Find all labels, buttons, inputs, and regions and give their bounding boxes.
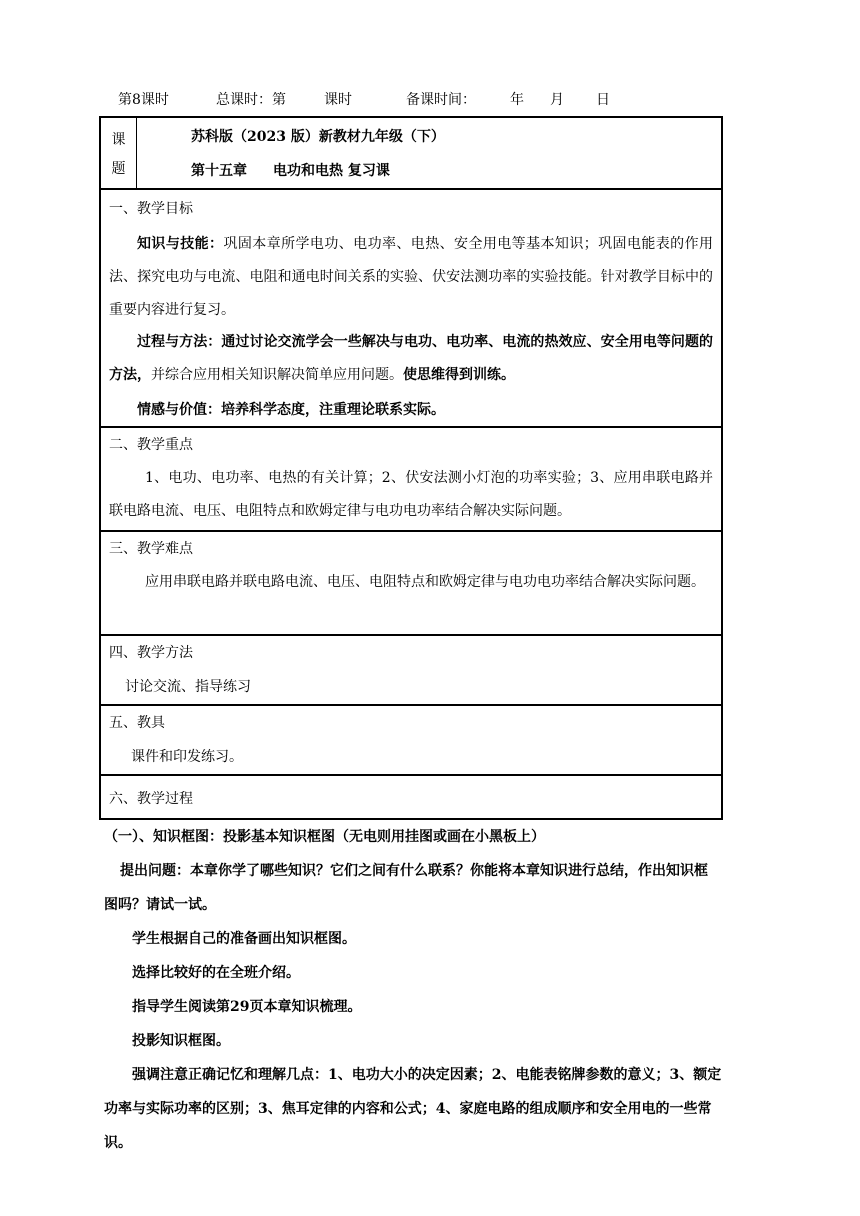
process-section xyxy=(101,774,721,818)
prep-month: 月 xyxy=(550,92,564,108)
step-read: 指导学生阅读第29页本章知识梳理。 xyxy=(132,999,362,1015)
total-lessons-unit: 课时 xyxy=(324,92,352,108)
prep-day: 日 xyxy=(596,92,610,108)
tools-section xyxy=(101,704,721,774)
lesson-number: 第8课时 xyxy=(118,92,169,108)
emphasis-line-3: 识。 xyxy=(104,1135,132,1151)
objectives-heading: 一、教学目标 xyxy=(109,201,193,217)
knowledge-skill-text: 知识与技能：巩固本章所学电功、电功率、电热、安全用电等基本知识；巩固电能表的作用法、探究电功与电流、电阻和通电时间关系的实验、伏安法测功率的实验技能。针对教学目标中的重要内容进行复习。 xyxy=(109,236,714,318)
section-knowledge-framework: （一）、知识框图：投影基本知识框图（无电则用挂图或画在小黑板上） xyxy=(104,829,545,845)
teaching-process-body xyxy=(104,820,764,1160)
tools-text: 课件和印发练习。 xyxy=(131,749,243,765)
lesson-plan-table xyxy=(99,116,723,820)
step-project: 投影知识框图。 xyxy=(132,1033,230,1049)
course-title: 苏科版（2023 版）新教材九年级（下） xyxy=(191,129,445,145)
emphasis-line-2: 功率与实际功率的区别；3、焦耳定律的内容和公式；4、家庭电路的组成顺序和安全用电的一些常 xyxy=(104,1101,712,1117)
title-content xyxy=(137,118,721,188)
title-row xyxy=(101,118,721,188)
emotion-value-text: 情感与价值：培养科学态度，注重理论联系实际。 xyxy=(137,402,445,418)
objectives-section xyxy=(101,188,721,426)
step-present: 选择比较好的在全班介绍。 xyxy=(132,965,300,981)
key-points-text: 1、电功、电功率、电热的有关计算；2、伏安法测小灯泡的功率实验；3、应用串联电路并联电路电流、电压、电阻特点和欧姆定律与电功电功率结合解决实际问题。 xyxy=(109,470,713,519)
question-line-1: 提出问题：本章你学了哪些知识？它们之间有什么联系？你能将本章知识进行总结，作出知识框 xyxy=(120,863,708,879)
key-points-section xyxy=(101,426,721,530)
methods-heading: 四、教学方法 xyxy=(109,645,193,661)
process-method-text: 过程与方法：通过讨论交流学会一些解决与电功、电功率、电流的热效应、安全用电等问题的方法，并综合应用相关知识解决简单应用问题。使思维得到训练。 xyxy=(109,334,714,383)
key-points-heading: 二、教学重点 xyxy=(109,437,193,453)
title-label: 课 题 xyxy=(101,118,137,188)
prep-year: 年 xyxy=(510,92,524,108)
emphasis-line-1: 强调注意正确记忆和理解几点：1、电功大小的决定因素；2、电能表铭牌参数的意义；3、额定 xyxy=(132,1067,722,1083)
prep-time-label: 备课时间： xyxy=(406,92,476,108)
question-line-2: 图吗？请试一试。 xyxy=(104,897,216,913)
difficulties-text: 应用串联电路并联电路电流、电压、电阻特点和欧姆定律与电功电功率结合解决实际问题。 xyxy=(145,574,705,590)
step-draw-framework: 学生根据自己的准备画出知识框图。 xyxy=(132,931,356,947)
methods-text: 讨论交流、指导练习 xyxy=(125,679,251,695)
tools-heading: 五、教具 xyxy=(109,715,165,731)
total-lessons-label: 总课时：第 xyxy=(216,92,286,108)
chapter-title: 第十五章 电功和电热 复习课 xyxy=(191,163,390,179)
process-heading: 六、教学过程 xyxy=(109,791,193,807)
difficulties-heading: 三、教学难点 xyxy=(109,541,193,557)
difficulties-section xyxy=(101,530,721,634)
methods-section xyxy=(101,634,721,704)
